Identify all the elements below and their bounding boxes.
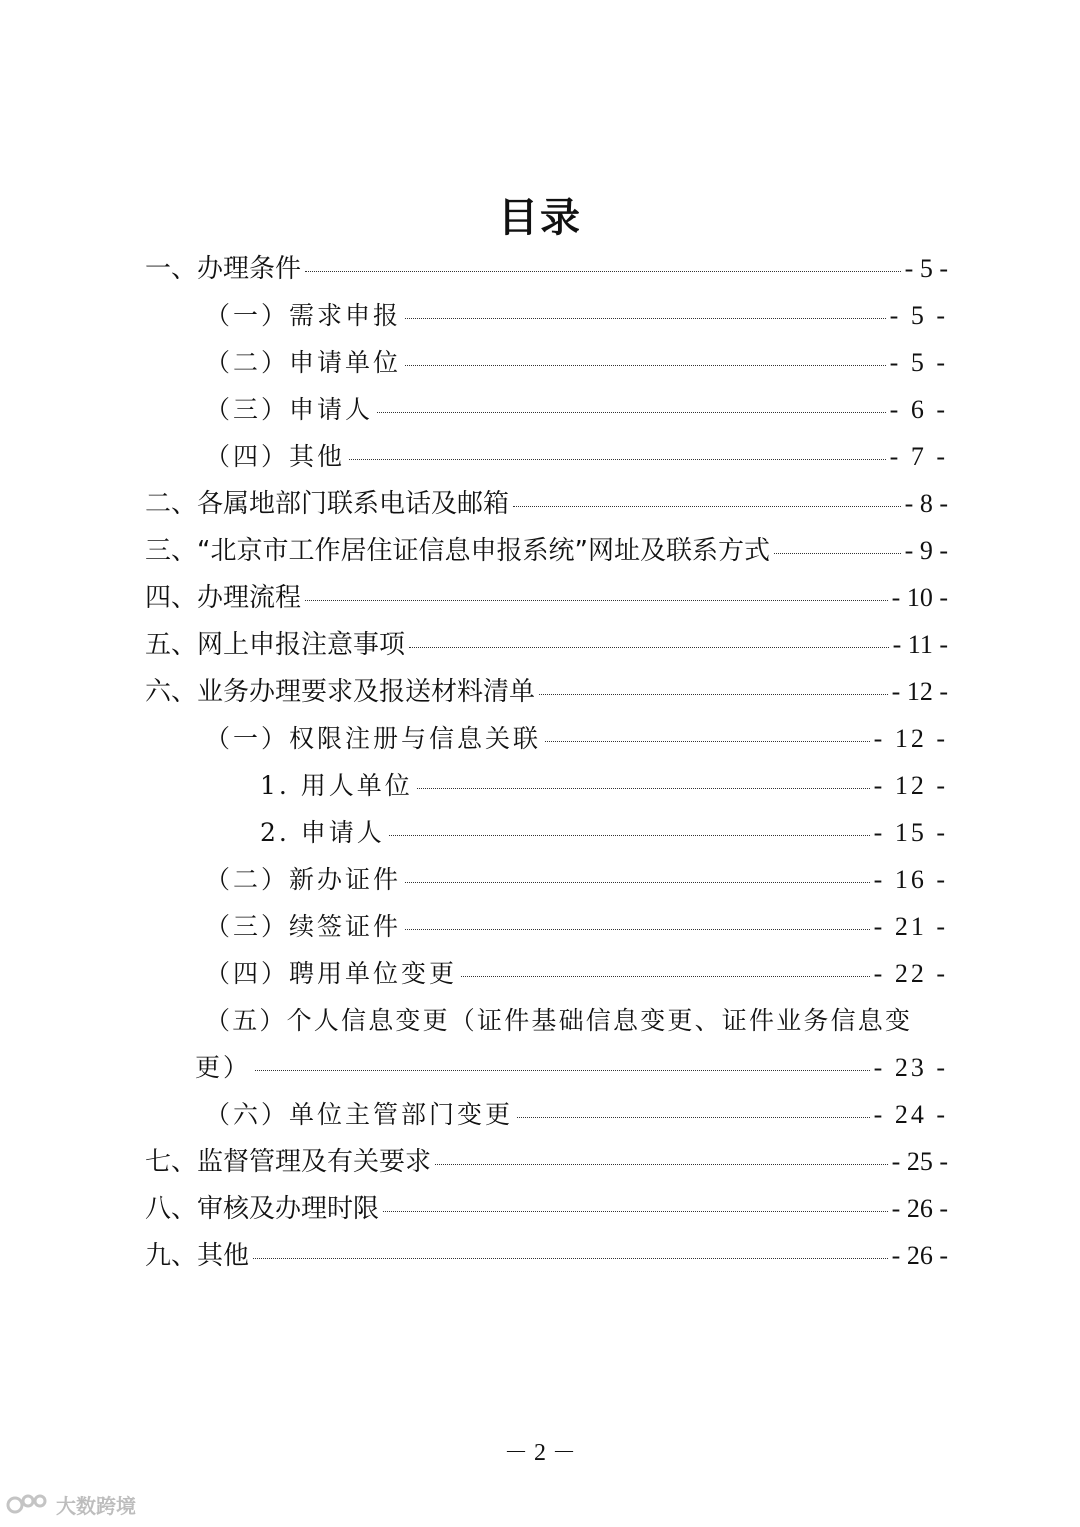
toc-entry[interactable]: [205, 950, 948, 997]
toc-entry[interactable]: [145, 480, 948, 527]
toc-entry-page: - 9 -: [904, 536, 948, 565]
dot-leader: [383, 1211, 888, 1212]
toc-entry-page: - 8 -: [904, 489, 948, 518]
toc-entry-page: - 26 -: [891, 1194, 948, 1223]
toc-entry-label: 四、办理流程: [145, 583, 302, 613]
toc-entry-page: - 5 -: [904, 254, 948, 283]
toc-entry-page: - 10 -: [891, 583, 948, 612]
toc-entry-page: - 26 -: [891, 1241, 948, 1270]
dot-leader: [539, 694, 888, 695]
toc-entry-label: 更）: [195, 1053, 252, 1082]
page-number: － 2 －: [504, 1440, 576, 1466]
toc-entry-label: （六）单位主管部门变更: [205, 1100, 514, 1129]
dot-leader: [417, 788, 870, 789]
toc-entry[interactable]: [145, 668, 948, 715]
toc-entry-page: - 25 -: [891, 1147, 948, 1176]
toc-entry[interactable]: [205, 339, 948, 386]
dot-leader: [517, 1117, 870, 1118]
toc-entry-label: （一）权限注册与信息关联: [205, 724, 542, 753]
toc-entry-wrapped-line[interactable]: （五）个人信息变更（证件基础信息变更、证件业务信息变: [205, 1006, 913, 1035]
toc-entry-page: - 5 -: [889, 301, 948, 330]
toc-entry-label: （四）聘用单位变更: [205, 959, 458, 988]
dot-leader: [405, 318, 886, 319]
toc-entry[interactable]: [205, 903, 948, 950]
toc-entry-page: - 15 -: [873, 818, 948, 847]
toc-entry-label: 六、业务办理要求及报送材料清单: [145, 677, 536, 707]
dot-leader: [545, 741, 870, 742]
toc-entry[interactable]: [205, 856, 948, 903]
dot-leader: [349, 459, 886, 460]
dot-leader: [435, 1164, 888, 1165]
dot-leader: [774, 553, 901, 554]
toc-entry[interactable]: [145, 621, 948, 668]
toc-entry-page: - 7 -: [889, 442, 948, 471]
toc-entry-label: （三）续签证件: [205, 912, 402, 941]
toc-entry[interactable]: [145, 574, 948, 621]
toc-entry-label: 二、各属地部门联系电话及邮箱: [145, 489, 510, 519]
toc-entry-label: 一、办理条件: [145, 254, 302, 284]
watermark-text: 大数跨境: [56, 1494, 136, 1518]
brand-logo-icon: [6, 1492, 50, 1518]
dot-leader: [405, 929, 870, 930]
toc-entry-label: （四）其他: [205, 442, 346, 471]
toc-entry-page: - 5 -: [889, 348, 948, 377]
toc-entry[interactable]: [260, 762, 948, 809]
toc-entry-label: 七、监督管理及有关要求: [145, 1147, 432, 1177]
toc-entry[interactable]: [145, 527, 948, 574]
toc-entry-page: - 22 -: [873, 959, 948, 988]
toc-entry[interactable]: [205, 433, 948, 480]
dot-leader: [255, 1070, 870, 1071]
dot-leader: [253, 1258, 888, 1259]
toc-entry-label: 2. 申请人: [260, 818, 385, 847]
toc-entry-page: - 11 -: [892, 630, 948, 659]
toc-entry-label: 1. 用人单位: [260, 771, 413, 800]
toc-entry[interactable]: [260, 809, 948, 856]
toc-entry[interactable]: [205, 292, 948, 339]
toc-entry[interactable]: [205, 386, 948, 433]
toc-entry-label: 八、审核及办理时限: [145, 1194, 380, 1224]
dot-leader: [409, 647, 889, 648]
toc-entry-label: （三）申请人: [205, 395, 374, 424]
toc-entry-page: - 21 -: [873, 912, 948, 941]
dot-leader: [305, 600, 888, 601]
toc-entry[interactable]: [145, 1232, 948, 1279]
toc-title: 目录: [498, 195, 582, 241]
toc-entry-page: - 24 -: [873, 1100, 948, 1129]
toc-entry-label: （一）需求申报: [205, 301, 402, 330]
toc-entry-page: - 12 -: [891, 677, 948, 706]
toc-entry-label: （二）申请单位: [205, 348, 402, 377]
toc-entry[interactable]: [145, 1138, 948, 1185]
toc-entry[interactable]: [205, 715, 948, 762]
dot-leader: [513, 506, 901, 507]
dot-leader: [461, 976, 870, 977]
toc-entry-page: - 6 -: [889, 395, 948, 424]
toc-entry-label: 五、网上申报注意事项: [145, 630, 406, 660]
dot-leader: [405, 882, 870, 883]
toc-entry-page: - 12 -: [873, 771, 948, 800]
watermark: [6, 1490, 136, 1519]
dot-leader: [389, 835, 870, 836]
toc-entry-label: 九、其他: [145, 1241, 250, 1271]
toc-entry-label: （二）新办证件: [205, 865, 402, 894]
dot-leader: [377, 412, 886, 413]
dot-leader: [305, 271, 901, 272]
toc-entry[interactable]: [205, 1091, 948, 1138]
toc-entry-page: - 16 -: [873, 865, 948, 894]
toc-entry-label: 三、“北京市工作居住证信息申报系统”网址及联系方式: [145, 536, 770, 566]
toc-entry[interactable]: [145, 245, 948, 292]
toc-entry[interactable]: [195, 1044, 948, 1091]
toc-entry-page: - 23 -: [873, 1053, 948, 1082]
dot-leader: [405, 365, 886, 366]
toc-entry-page: - 12 -: [873, 724, 948, 753]
toc-entry[interactable]: [145, 1185, 948, 1232]
